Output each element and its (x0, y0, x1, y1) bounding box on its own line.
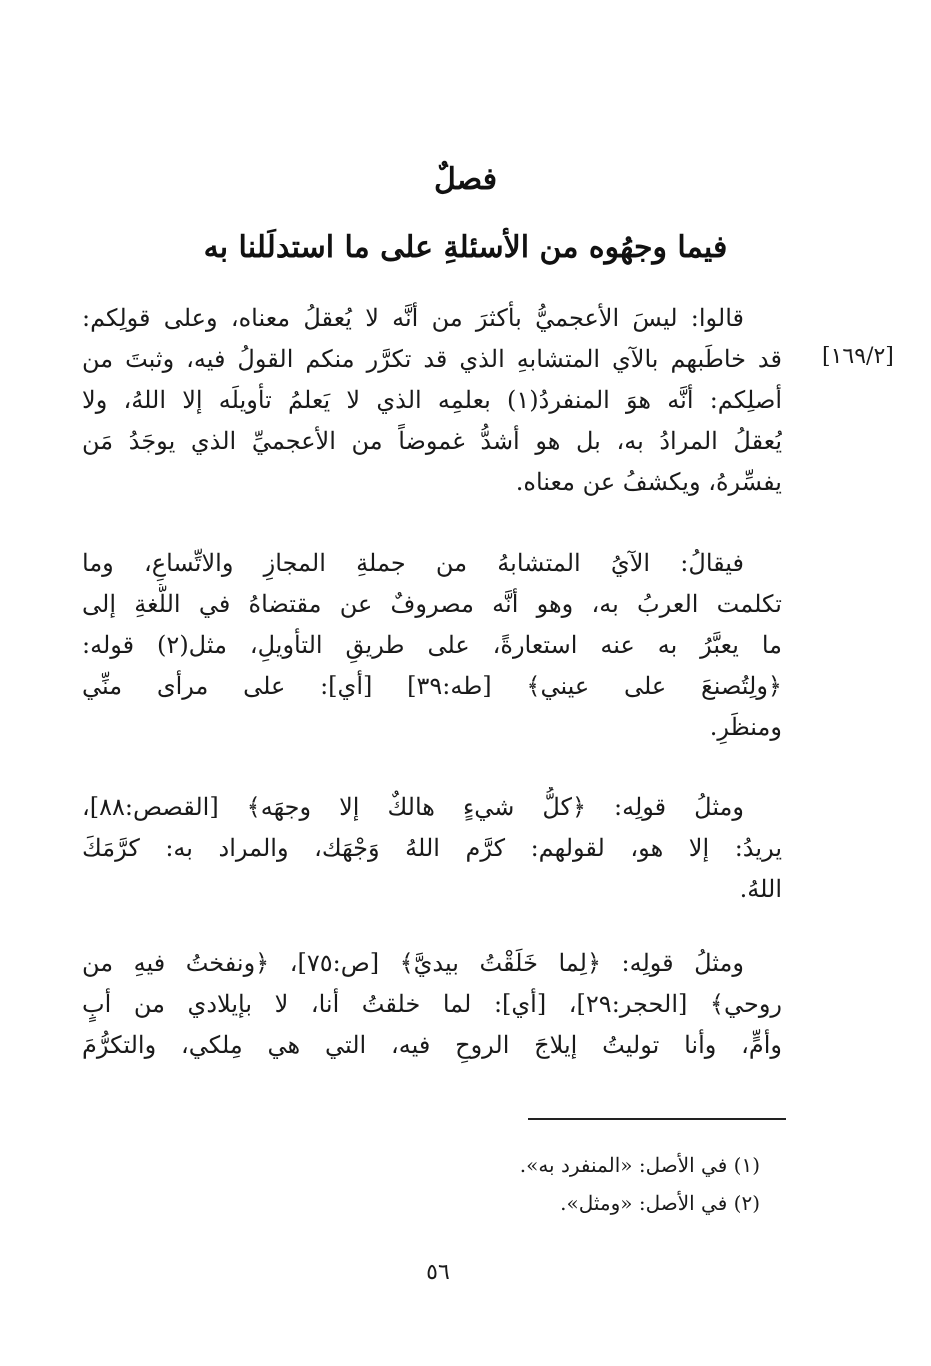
text-line: اللهُ. (739, 875, 782, 903)
footnote-1: (١) في الأصل: «المنفرد به». (519, 1153, 760, 1177)
text-line: قد خاطَبهم بالآي المتشابهِ الذي قد تكرَّر منكم القولُ فيه، وثبتَ من (82, 345, 782, 373)
footnote-2: (٢) في الأصل: «ومثل». (560, 1191, 760, 1215)
paragraph-4 (82, 943, 782, 1066)
text-line: ومثلُ قولِه: ﴿كلُّ شيءٍ هالكٌ إلا وجهَه﴾ [القصص:٨٨]، (82, 793, 744, 821)
text-line: قالوا: ليسَ الأعجميُّ بأكثرَ من أنَّه لا يُعقلُ معناه، وعلى قولِكم: (82, 304, 744, 332)
page-number: ٥٦ (426, 1260, 450, 1285)
footnote-divider (528, 1118, 786, 1120)
text-line: فيقالُ: الآيُ المتشابهُ من جملةِ المجازِ والاتِّساعِ، وما (82, 549, 744, 577)
text-line: تكلمت العربُ به، وهو أنَّه مصروفٌ عن مقتضاهُ في اللُّغةِ إلى (82, 590, 782, 618)
text-line: وأمٍّ، وأنا توليتُ إيلاجَ الروحِ فيه، التي هي مِلكي، والتكرُّمَ (82, 1031, 782, 1059)
text-line: ﴿ولِتُصنعَ على عيني﴾ [طه:٣٩] [أي]: على مرأى منِّي (82, 672, 782, 700)
text-line: روحي﴾ [الحجر:٢٩]، [أي]: لما خلقتُ أنا، لا بإيلادي من أبٍ (82, 990, 782, 1018)
text-line: أصلِكم: أنَّه هوَ المنفردُ(١) بعلمِه الذي لا يَعلمُ تأويلَه إلا اللهُ، ولا (82, 386, 782, 414)
text-line: يُعقلُ المرادُ به، بل هو أشدُّ غموضاً من الأعجميِّ الذي يوجَدُ مَن (82, 427, 782, 455)
paragraph-3 (82, 787, 782, 910)
text-line: يريدُ: إلا هو، لقولهم: كرَّم اللهُ وَجْهَك، والمراد به: كرَّمَكَ (82, 834, 782, 862)
paragraph-2 (82, 543, 782, 748)
text-line: ومثلُ قولِه: ﴿لِما خَلَقْتُ بيديَّ﴾ [ص:٧٥]، ﴿ونفختُ فيهِ من (82, 949, 744, 977)
text-line: ما يعبَّرُ به عنه استعارةً، على طريقِ التأويلِ، مثل(٢) قوله: (82, 631, 782, 659)
text-line: ومنظَرِ. (709, 713, 782, 741)
footnotes (300, 1146, 760, 1222)
margin-reference: [١٦٩/٢] (822, 344, 894, 369)
text-line: يفسِّرهُ، ويكشفُ عن معناه. (515, 468, 782, 496)
chapter-subtitle: فيما وجهُوه من الأسئلةِ على ما استدلَلنا به (203, 230, 728, 265)
paragraph-1 (82, 298, 782, 503)
chapter-title: فصلٌ (433, 162, 498, 197)
